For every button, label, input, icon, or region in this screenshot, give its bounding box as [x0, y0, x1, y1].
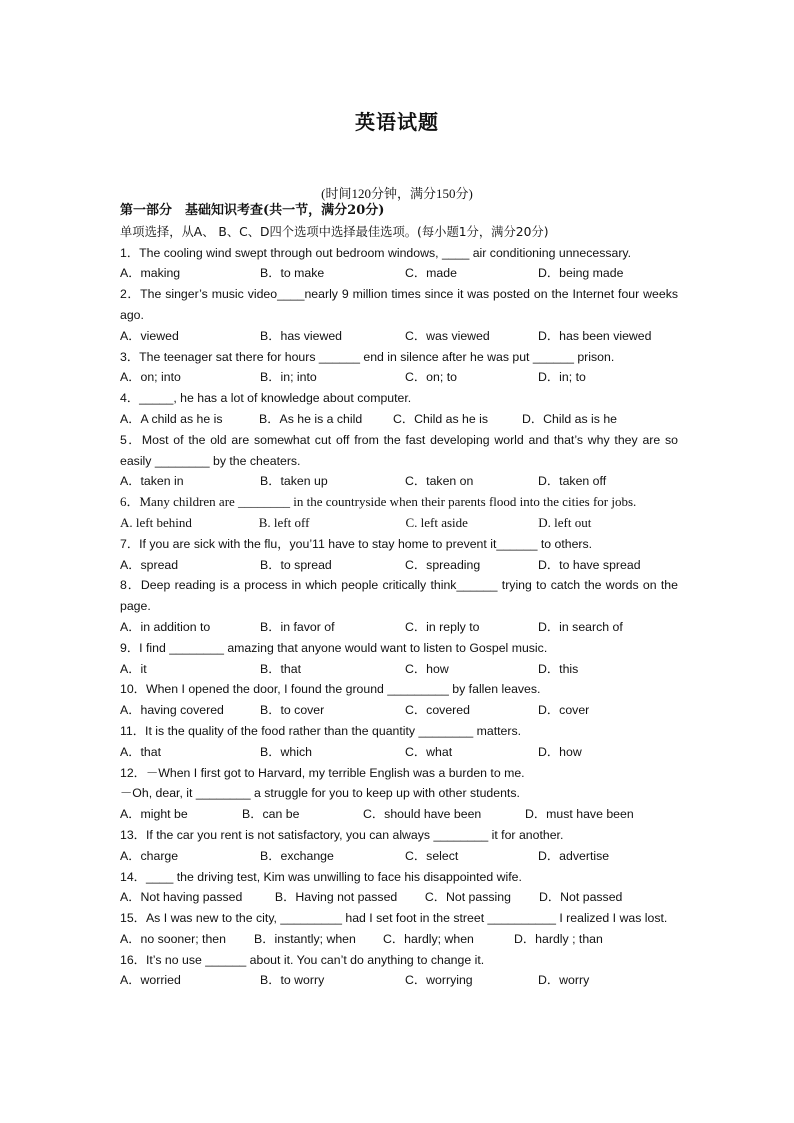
question-item: [120, 908, 678, 950]
answer-option[interactable]: B．taken up: [260, 474, 328, 489]
answer-option[interactable]: C．select: [405, 848, 459, 863]
answer-option[interactable]: C．spreading: [405, 557, 481, 572]
section-instructions: 单项选择，从A、 B、C、D四个选项中选择最佳选项。(每小题1分，满分20分): [120, 224, 549, 239]
question-stem: 12．－When I first got to Harvard, my terrible English was a burden to me.: [120, 765, 525, 780]
answer-option[interactable]: C．on; to: [405, 370, 457, 385]
answer-option[interactable]: A．on; into: [120, 370, 181, 385]
answer-options: [120, 471, 678, 492]
answer-options: [120, 513, 678, 534]
answer-option[interactable]: D．how: [538, 744, 582, 759]
answer-option[interactable]: C．hardly; when: [383, 931, 474, 946]
answer-option[interactable]: B．exchange: [260, 848, 334, 863]
answer-option[interactable]: A．Not having passed: [120, 890, 243, 905]
question-item: [120, 388, 678, 430]
answer-option[interactable]: B. left off: [258, 514, 310, 530]
answer-options: [120, 804, 678, 825]
answer-option[interactable]: C．Not passing: [424, 890, 511, 905]
answer-option[interactable]: A. left behind: [120, 514, 192, 530]
question-item: [120, 950, 678, 992]
answer-option[interactable]: B．As he is a child: [259, 411, 363, 426]
answer-options: [120, 700, 678, 721]
answer-option[interactable]: D．Not passed: [539, 890, 623, 905]
question-stem: 2．The singer’s music video____nearly 9 million times since it was posted on the Internet four weeks ago.: [120, 287, 678, 322]
question-stem-continued: －Oh, dear, it ________ a struggle for you to keep up with other students.: [120, 786, 520, 801]
answer-option[interactable]: D．has been viewed: [538, 328, 652, 343]
question-stem: 7．If you are sick with the flu，you’11 have to stay home to prevent it______ to others.: [120, 536, 593, 551]
question-item: [120, 763, 678, 825]
answer-option[interactable]: D．this: [538, 661, 579, 676]
question-stem: 13．If the car you rent is not satisfactory, you can always ________ it for another.: [120, 827, 564, 842]
answer-options: [120, 846, 678, 867]
answer-option[interactable]: A．no sooner; then: [120, 931, 226, 946]
answer-option[interactable]: A．spread: [120, 557, 179, 572]
answer-options: [120, 367, 678, 388]
answer-option[interactable]: A．it: [120, 661, 147, 676]
answer-option[interactable]: A．might be: [120, 807, 188, 822]
answer-options: [120, 742, 678, 763]
answer-option[interactable]: D．in; to: [538, 370, 586, 385]
answer-option[interactable]: C．taken on: [405, 474, 474, 489]
question-stem: 15．As I was new to the city, _________ had I set foot in the street __________ I realized I was lost.: [120, 911, 668, 926]
answer-option[interactable]: D．must have been: [525, 807, 634, 822]
question-item: [120, 679, 678, 721]
answer-option[interactable]: D．being made: [538, 266, 624, 281]
answer-option[interactable]: C．should have been: [363, 807, 482, 822]
answer-option[interactable]: C．worrying: [405, 973, 473, 988]
answer-option[interactable]: C．in reply to: [405, 619, 480, 634]
question-item: [120, 430, 678, 492]
answer-option[interactable]: B．in; into: [260, 370, 317, 385]
question-stem: 4．_____, he has a lot of knowledge about computer.: [120, 391, 412, 406]
answer-option[interactable]: A．that: [120, 744, 162, 759]
question-stem: 9．I find ________ amazing that anyone would want to listen to Gospel music.: [120, 640, 548, 655]
answer-option[interactable]: A．having covered: [120, 703, 224, 718]
answer-option[interactable]: D．in search of: [538, 619, 623, 634]
answer-option[interactable]: B．that: [260, 661, 302, 676]
answer-option[interactable]: C．covered: [405, 703, 470, 718]
answer-option[interactable]: C．Child as he is: [393, 411, 488, 426]
answer-option[interactable]: B．Having not passed: [274, 890, 398, 905]
question-stem: 5．Most of the old are somewhat cut off from the fast developing world and that’s why they are so easily ________ by the cheaters.: [120, 432, 678, 468]
answer-option[interactable]: C．was viewed: [405, 328, 490, 343]
section-title: 第一部分 基础知识考查(共一节，满分20分): [120, 203, 385, 218]
question-item: [120, 638, 678, 680]
answer-options: [120, 326, 678, 347]
answer-option[interactable]: B．in favor of: [260, 619, 335, 634]
answer-option[interactable]: B．which: [260, 744, 312, 759]
answer-option[interactable]: A．viewed: [120, 328, 179, 343]
question-item: [120, 243, 678, 285]
answer-option[interactable]: B．to spread: [260, 557, 332, 572]
answer-options: [120, 929, 678, 950]
question-stem: 6．Many children are ________ in the countryside when their parents flood into the cities for jobs.: [120, 494, 637, 510]
answer-option[interactable]: A．in addition to: [120, 619, 211, 634]
question-item: [120, 825, 678, 867]
answer-options: [120, 555, 678, 576]
answer-option[interactable]: D. left out: [538, 514, 592, 530]
answer-option[interactable]: B．instantly; when: [254, 931, 356, 946]
answer-option[interactable]: A．taken in: [120, 474, 184, 489]
question-stem: 8．Deep reading is a process in which people critically think______ trying to catch the words on the page.: [120, 578, 678, 614]
answer-option[interactable]: A．worried: [120, 973, 181, 988]
question-stem: 16．It’s no use ______ about it. You can’t do anything to change it.: [120, 952, 485, 967]
answer-option[interactable]: B．can be: [242, 807, 300, 822]
answer-option[interactable]: D．hardly ; than: [514, 931, 603, 946]
question-item: [120, 492, 678, 534]
answer-option[interactable]: D．to have spread: [538, 557, 641, 572]
question-item: [120, 534, 678, 576]
question-item: [120, 867, 678, 909]
answer-option[interactable]: A．making: [120, 266, 181, 281]
answer-option[interactable]: A．A child as he is: [120, 411, 223, 426]
exam-content: [120, 201, 678, 991]
answer-option[interactable]: B．to cover: [260, 703, 325, 718]
answer-option[interactable]: C. left aside: [405, 514, 468, 530]
answer-option[interactable]: D．worry: [538, 973, 590, 988]
answer-option[interactable]: B．has viewed: [260, 328, 343, 343]
answer-option[interactable]: A．charge: [120, 848, 179, 863]
answer-option[interactable]: B．to make: [260, 266, 325, 281]
answer-option[interactable]: C．made: [405, 266, 457, 281]
exam-time-score: (时间120分钟，满分150分): [321, 186, 473, 201]
page-title: 英语试题: [355, 110, 439, 134]
answer-options: [120, 617, 678, 638]
answer-options: [120, 887, 678, 908]
answer-option[interactable]: B．to worry: [260, 973, 325, 988]
question-item: [120, 347, 678, 389]
answer-option[interactable]: D．taken off: [538, 474, 607, 489]
answer-option[interactable]: D．Child as is he: [522, 411, 617, 426]
question-stem: 1．The cooling wind swept through out bedroom windows, ____ air conditioning unnecessary.: [120, 245, 632, 260]
answer-options: [120, 970, 678, 991]
question-stem: 3．The teenager sat there for hours ______ end in silence after he was put ______ prison.: [120, 349, 615, 364]
answer-options: [120, 263, 678, 284]
answer-option[interactable]: D．advertise: [538, 848, 610, 863]
question-item: [120, 284, 678, 346]
question-list: [120, 243, 678, 992]
answer-option[interactable]: C．what: [405, 744, 453, 759]
answer-option[interactable]: D．cover: [538, 703, 590, 718]
question-stem: 14．____ the driving test, Kim was unwilling to face his disappointed wife.: [120, 869, 522, 884]
answer-options: [120, 659, 678, 680]
answer-options: [120, 409, 678, 430]
answer-option[interactable]: C．how: [405, 661, 449, 676]
question-item: [120, 721, 678, 763]
question-stem: 10．When I opened the door, I found the ground _________ by fallen leaves.: [120, 682, 541, 697]
question-stem: 11．It is the quality of the food rather than the quantity ________ matters.: [120, 723, 522, 738]
question-item: [120, 575, 678, 637]
